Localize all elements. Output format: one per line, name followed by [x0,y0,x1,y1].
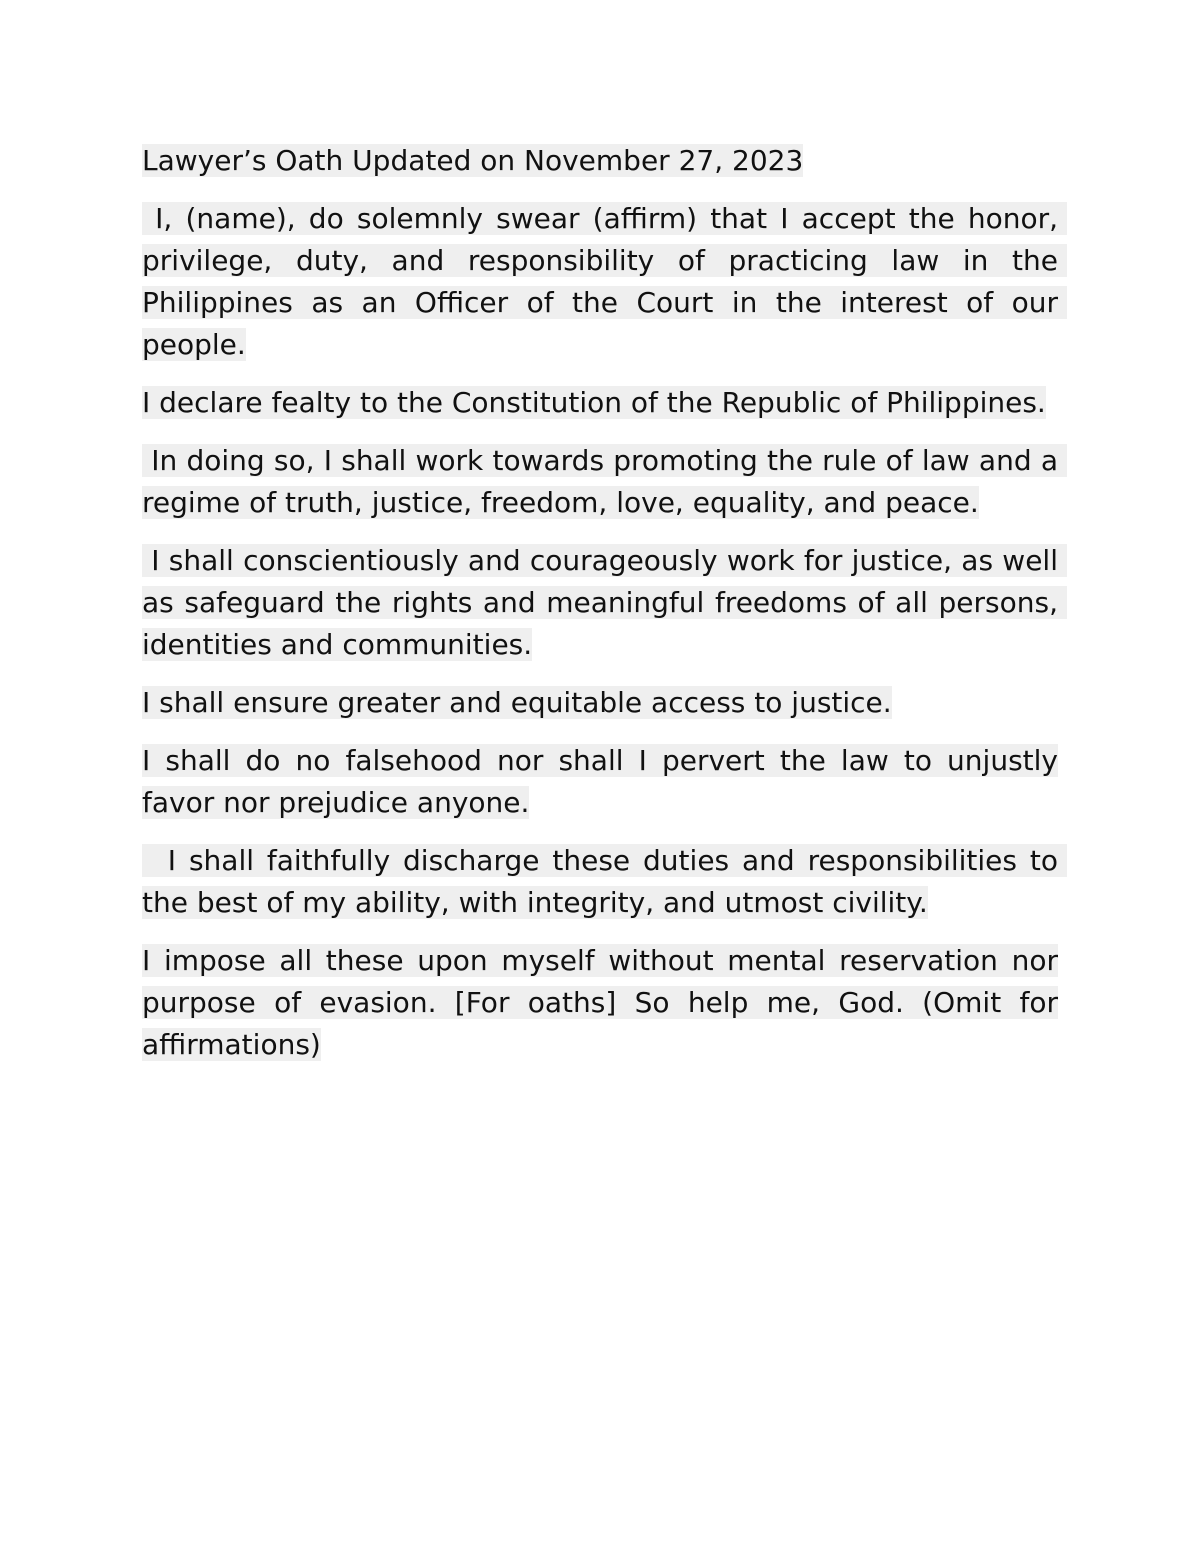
oath-paragraph-4-text: I shall conscientiously and courageously work for justice, as well as safeguard the rights and meaningful freedoms of all persons, identities and communities. [142,544,1067,661]
oath-paragraph-7 [142,840,1067,924]
oath-paragraph-3-text: In doing so, I shall work towards promoting the rule of law and a regime of truth, justice, freedom, love, equality, and peace. [142,444,1067,519]
oath-paragraph-1 [142,198,1067,366]
oath-paragraph-2-text: I declare fealty to the Constitution of the Republic of Philippines. [142,386,1046,419]
oath-paragraph-5 [142,682,1058,724]
oath-paragraph-8-text: I impose all these upon myself without mental reservation nor purpose of evasion. [For oaths] So help me, God. (Omit for affirmations) [142,944,1058,1061]
oath-paragraph-6 [142,740,1058,824]
oath-paragraph-8 [142,940,1058,1066]
oath-paragraph-7-text: I shall faithfully discharge these duties and responsibilities to the best of my ability, with integrity, and utmost civility. [142,844,1067,919]
document-title-block [142,140,1058,182]
oath-paragraph-5-text: I shall ensure greater and equitable access to justice. [142,686,892,719]
document-title: Lawyer’s Oath Updated on November 27, 2023 [142,144,804,177]
oath-paragraph-1-text: I, (name), do solemnly swear (affirm) that I accept the honor, privilege, duty, and responsibility of practicing law in the Philippines as an Officer of the Court in the interest of our people. [142,202,1067,361]
oath-paragraph-3 [142,440,1067,524]
oath-paragraph-2 [142,382,1058,424]
oath-paragraph-4 [142,540,1067,666]
oath-paragraph-6-text: I shall do no falsehood nor shall I pervert the law to unjustly favor nor prejudice anyone. [142,744,1058,819]
document-page [142,140,1067,1082]
